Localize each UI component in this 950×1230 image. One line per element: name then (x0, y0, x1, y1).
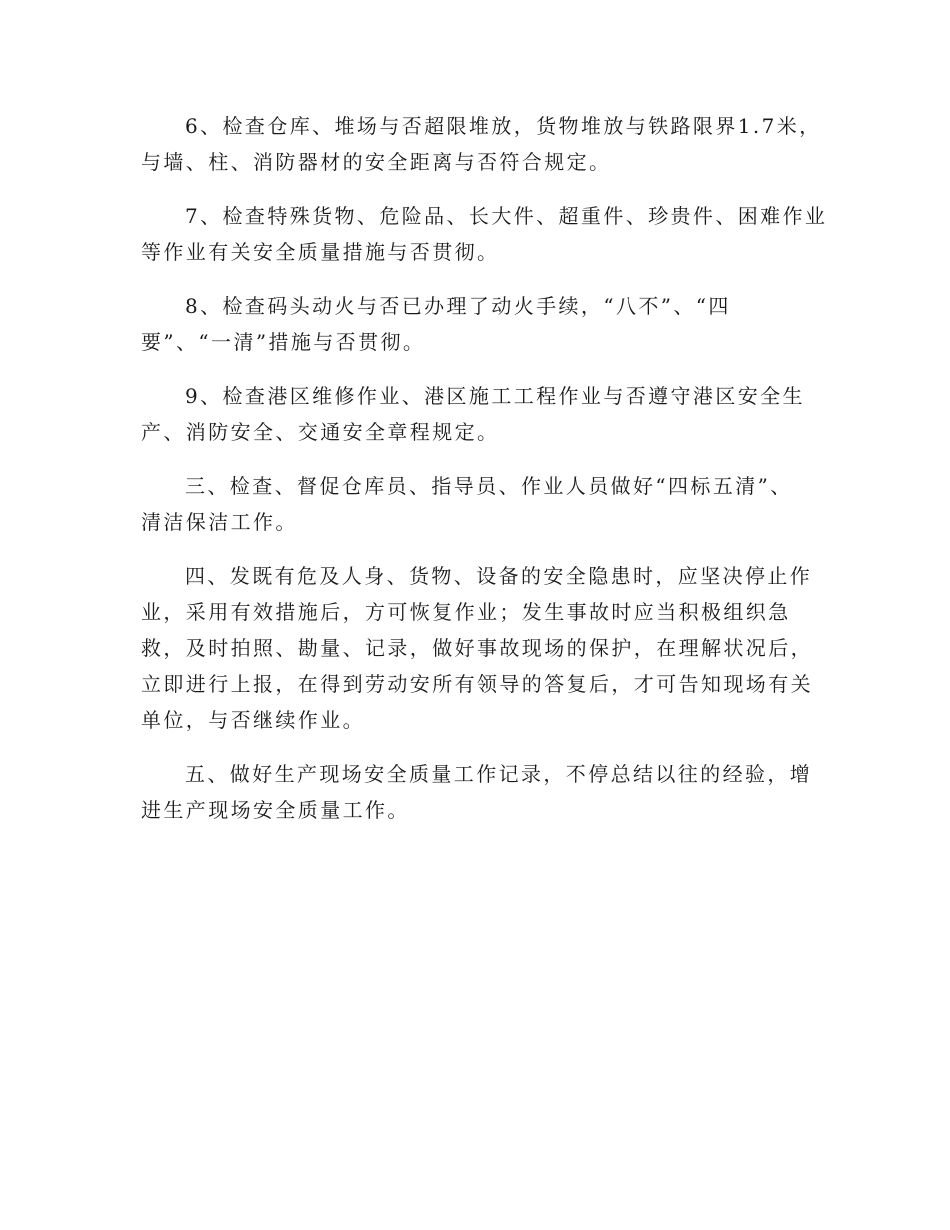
paragraph-item-6 (141, 108, 822, 180)
paragraph-line: 救，及时拍照、勘量、记录，做好事故现场的保护，在理解状况后， (141, 636, 813, 660)
paragraph-line: 业，采用有效措施后，方可恢复作业；发生事故时应当积极组织急 (141, 600, 791, 624)
paragraph-section-4 (141, 558, 811, 738)
document-body (141, 108, 828, 846)
paragraph-item-7 (141, 198, 828, 270)
paragraph-line: 单位，与否继续作业。 (141, 708, 365, 732)
paragraph-line: 三、检查、督促仓库员、指导员、作业人员做好“四标五清”、 (185, 474, 793, 498)
paragraph-line: 四、发既有危及人身、货物、设备的安全隐患时，应坚决停止作 (185, 564, 813, 588)
paragraph-line: 要”、“一清”措施与否贯彻。 (141, 330, 426, 354)
paragraph-item-9 (141, 378, 811, 450)
paragraph-section-3 (141, 468, 811, 540)
paragraph-line: 清洁保洁工作。 (141, 510, 298, 534)
paragraph-line: 9、检查港区维修作业、港区施工工程作业与否遵守港区安全生 (185, 384, 805, 408)
paragraph-line: 五、做好生产现场安全质量工作记录，不停总结以往的经验，增 (185, 762, 813, 786)
paragraph-line: 立即进行上报，在得到劳动安所有领导的答复后，才可告知现场有关 (141, 672, 813, 696)
paragraph-line: 6、检查仓库、堆场与否超限堆放，货物堆放与铁路限界1.7米， (185, 114, 822, 138)
paragraph-line: 与墙、柱、消防器材的安全距离与否符合规定。 (141, 150, 612, 174)
paragraph-line: 等作业有关安全质量措施与否贯彻。 (141, 240, 500, 264)
paragraph-line: 进生产现场安全质量工作。 (141, 798, 410, 822)
paragraph-section-5 (141, 756, 811, 828)
paragraph-line: 产、消防安全、交通安全章程规定。 (141, 420, 500, 444)
paragraph-line: 7、检查特殊货物、危险品、长大件、超重件、珍贵件、困难作业 (185, 204, 828, 228)
paragraph-line: 8、检查码头动火与否已办理了动火手续，“八不”、“四 (185, 294, 731, 318)
paragraph-item-8 (141, 288, 811, 360)
